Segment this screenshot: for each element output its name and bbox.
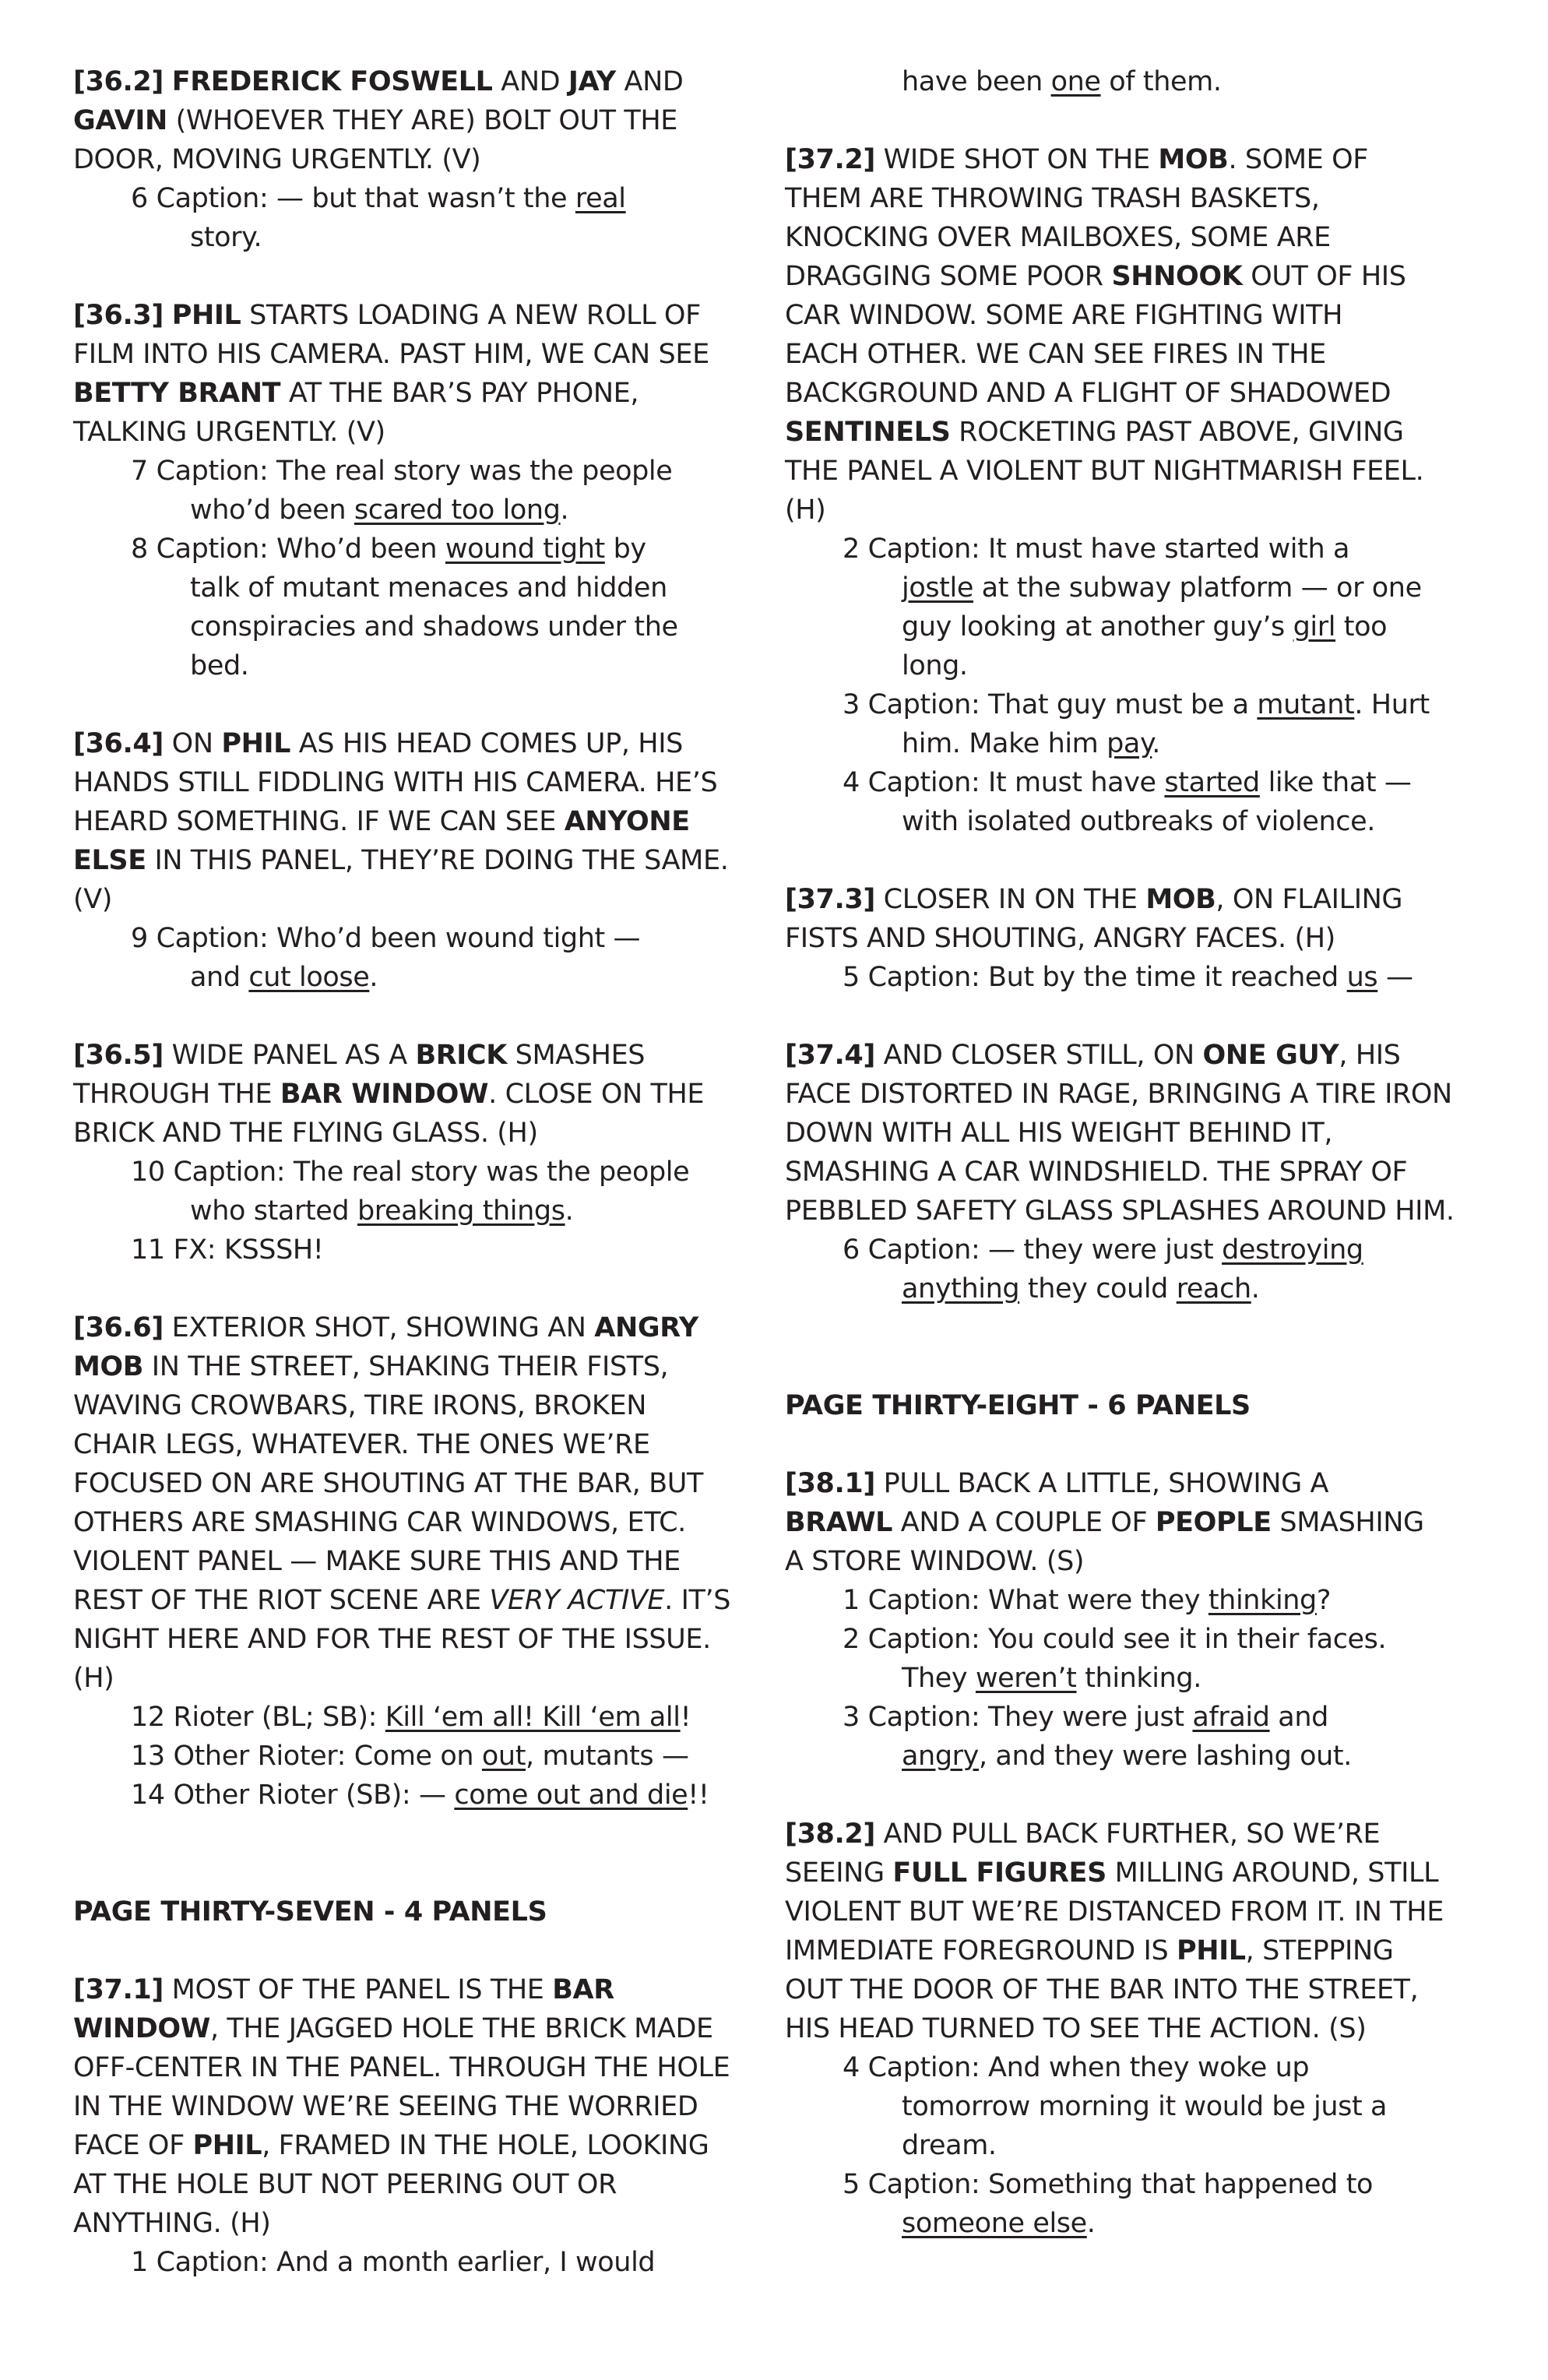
caption-10-cont: who started breaking things.: [190, 1195, 574, 1227]
panel-36-4-line-5: (V): [73, 884, 113, 915]
panel-38-1-line-3: A STORE WINDOW. (S): [785, 1546, 1085, 1577]
panel-37-2-line-2: THEM ARE THROWING TRASH BASKETS,: [785, 183, 1320, 214]
panel-36-6-line-2: MOB IN THE STREET, SHAKING THEIR FISTS,: [73, 1351, 669, 1382]
panel-37-2-line-9: THE PANEL A VIOLENT BUT NIGHTMARISH FEEL.: [785, 456, 1424, 487]
panel-37-2-line-3: KNOCKING OVER MAILBOXES, SOME ARE: [785, 222, 1331, 253]
caption-10: 10 Caption: The real story was the people: [131, 1157, 690, 1188]
panel-38-2-line-3: VIOLENT BUT WE’RE DISTANCED FROM IT. IN THE: [785, 1896, 1444, 1928]
caption-1-cont: have been one of them.: [902, 66, 1222, 97]
caption-38-2-5: 5 Caption: Something that happened to: [843, 2169, 1374, 2200]
caption-38-1-3: 3 Caption: They were just afraid and: [843, 1702, 1328, 1733]
panel-37-1-line-5: FACE OF PHIL, FRAMED IN THE HOLE, LOOKING: [73, 2130, 709, 2161]
caption-6-cont: story.: [190, 222, 262, 253]
panel-37-1-line-2: WINDOW, THE JAGGED HOLE THE BRICK MADE: [73, 2013, 713, 2044]
panel-36-4-line-2: HANDS STILL FIDDLING WITH HIS CAMERA. HE’S: [73, 767, 718, 798]
panel-36-6-line-7: VIOLENT PANEL — MAKE SURE THIS AND THE: [73, 1546, 681, 1577]
panel-37-3-line-2: FISTS AND SHOUTING, ANGRY FACES. (H): [785, 923, 1335, 954]
right-column: [785, 62, 1478, 2243]
panel-37-1-line-7: ANYTHING. (H): [73, 2208, 271, 2239]
dialogue-14: 14 Other Rioter (SB): — come out and die!!: [131, 1780, 709, 1811]
panel-36-3-line-3: BETTY BRANT AT THE BAR’S PAY PHONE,: [73, 378, 639, 409]
panel-36-2-line-2: GAVIN (WHOEVER THEY ARE) BOLT OUT THE: [73, 105, 678, 136]
panel-37-4-line-3: DOWN WITH ALL HIS WEIGHT BEHIND IT,: [785, 1118, 1333, 1149]
caption-4: 4 Caption: It must have started like that —: [843, 767, 1412, 798]
caption-7: 7 Caption: The real story was the people: [131, 456, 673, 487]
fx-11: 11 FX: KSSSH!: [131, 1234, 324, 1266]
panel-36-6-line-5: FOCUSED ON ARE SHOUTING AT THE BAR, BUT: [73, 1468, 703, 1499]
panel-38-2-line-1: [38.2] AND PULL BACK FURTHER, SO WE’RE: [785, 1818, 1381, 1850]
caption-6b: 6 Caption: — they were just destroying: [843, 1234, 1363, 1266]
panel-37-2-line-5: CAR WINDOW. SOME ARE FIGHTING WITH: [785, 300, 1343, 331]
left-column: [73, 62, 766, 2282]
panel-37-4-line-1: [37.4] AND CLOSER STILL, ON ONE GUY, HIS: [785, 1040, 1401, 1071]
caption-6b-cont: anything they could reach.: [902, 1273, 1260, 1304]
panel-37-4-line-4: SMASHING A CAR WINDSHIELD. THE SPRAY OF: [785, 1157, 1408, 1188]
panel-37-2-line-4: DRAGGING SOME POOR SHNOOK OUT OF HIS: [785, 261, 1406, 292]
panel-38-1-line-2: BRAWL AND A COUPLE OF PEOPLE SMASHING: [785, 1507, 1424, 1538]
panel-36-6-line-8: REST OF THE RIOT SCENE ARE VERY ACTIVE. IT’S: [73, 1585, 731, 1616]
caption-38-2-4: 4 Caption: And when they woke up: [843, 2052, 1310, 2083]
dialogue-12: 12 Rioter (BL; SB): Kill ‘em all! Kill ‘em all!: [131, 1702, 691, 1733]
caption-38-1-3-cont: angry, and they were lashing out.: [902, 1741, 1352, 1772]
panel-36-6-line-1: [36.6] EXTERIOR SHOT, SHOWING AN ANGRY: [73, 1312, 698, 1343]
caption-2-cont-1: jostle at the subway platform — or one: [902, 572, 1422, 604]
panel-37-1-line-3: OFF-CENTER IN THE PANEL. THROUGH THE HOLE: [73, 2052, 730, 2083]
panel-36-3-line-4: TALKING URGENTLY. (V): [73, 417, 385, 448]
caption-9-cont: and cut loose.: [190, 962, 378, 993]
caption-38-1-2-cont: They weren’t thinking.: [902, 1663, 1201, 1694]
panel-36-6-line-3: WAVING CROWBARS, TIRE IRONS, BROKEN: [73, 1390, 646, 1421]
caption-8: 8 Caption: Who’d been wound tight by: [131, 533, 646, 565]
panel-36-3-line-2: FILM INTO HIS CAMERA. PAST HIM, WE CAN SEE: [73, 339, 709, 370]
caption-38-2-4-cont-2: dream.: [902, 2130, 997, 2161]
panel-36-4-line-4: ELSE IN THIS PANEL, THEY’RE DOING THE SAME.: [73, 845, 729, 876]
caption-38-1-2: 2 Caption: You could see it in their faces.: [843, 1624, 1387, 1655]
panel-36-6-line-10: (H): [73, 1663, 114, 1694]
panel-37-2-line-1: [37.2] WIDE SHOT ON THE MOB. SOME OF: [785, 144, 1368, 175]
caption-9: 9 Caption: Who’d been wound tight —: [131, 923, 641, 954]
panel-36-5-line-3: BRICK AND THE FLYING GLASS. (H): [73, 1118, 538, 1149]
panel-38-2-line-5: OUT THE DOOR OF THE BAR INTO THE STREET,: [785, 1974, 1419, 2005]
panel-36-6-line-6: OTHERS ARE SMASHING CAR WINDOWS, ETC.: [73, 1507, 686, 1538]
caption-8-cont-2: conspiracies and shadows under the: [190, 611, 678, 643]
panel-36-5-line-1: [36.5] WIDE PANEL AS A BRICK SMASHES: [73, 1040, 646, 1071]
panel-36-2-line-3: DOOR, MOVING URGENTLY. (V): [73, 144, 481, 175]
page-37-heading: PAGE THIRTY-SEVEN - 4 PANELS: [73, 1896, 547, 1928]
panel-37-4-line-2: FACE DISTORTED IN RAGE, BRINGING A TIRE IRON: [785, 1079, 1452, 1110]
caption-2-cont-3: long.: [902, 650, 968, 681]
panel-37-2-line-6: EACH OTHER. WE CAN SEE FIRES IN THE: [785, 339, 1326, 370]
caption-4-cont: with isolated outbreaks of violence.: [902, 806, 1375, 837]
caption-8-cont-3: bed.: [190, 650, 249, 681]
panel-37-1-line-4: IN THE WINDOW WE’RE SEEING THE WORRIED: [73, 2091, 698, 2122]
caption-5: 5 Caption: But by the time it reached us —: [843, 962, 1413, 993]
panel-37-1-line-1: [37.1] MOST OF THE PANEL IS THE BAR: [73, 1974, 614, 2005]
panel-37-1-line-6: AT THE HOLE BUT NOT PEERING OUT OR: [73, 2169, 617, 2200]
caption-38-2-4-cont-1: tomorrow morning it would be just a: [902, 2091, 1388, 2122]
caption-8-cont-1: talk of mutant menaces and hidden: [190, 572, 667, 604]
panel-36-5-line-2: THROUGH THE BAR WINDOW. CLOSE ON THE: [73, 1079, 705, 1110]
panel-38-2-line-4: IMMEDIATE FOREGROUND IS PHIL, STEPPING: [785, 1935, 1394, 1966]
panel-37-2-line-10: (H): [785, 495, 826, 526]
panel-36-2-line-1: [36.2] FREDERICK FOSWELL AND JAY AND: [73, 66, 684, 97]
panel-36-4-line-3: HEARD SOMETHING. IF WE CAN SEE ANYONE: [73, 806, 690, 837]
caption-38-1-1: 1 Caption: What were they thinking?: [843, 1585, 1332, 1616]
caption-7-cont: who’d been scared too long.: [190, 495, 569, 526]
page-38-heading: PAGE THIRTY-EIGHT - 6 PANELS: [785, 1390, 1251, 1421]
caption-2-cont-2: guy looking at another guy’s girl too: [902, 611, 1388, 643]
dialogue-13: 13 Other Rioter: Come on out, mutants —: [131, 1741, 689, 1772]
panel-37-2-line-7: BACKGROUND AND A FLIGHT OF SHADOWED: [785, 378, 1391, 409]
caption-3: 3 Caption: That guy must be a mutant. Hurt: [843, 689, 1430, 720]
panel-36-3-line-1: [36.3] PHIL STARTS LOADING A NEW ROLL OF: [73, 300, 701, 331]
panel-37-4-line-5: PEBBLED SAFETY GLASS SPLASHES AROUND HIM.: [785, 1195, 1455, 1227]
caption-6: 6 Caption: — but that wasn’t the real: [131, 183, 626, 214]
caption-2: 2 Caption: It must have started with a: [843, 533, 1350, 565]
panel-36-4-line-1: [36.4] ON PHIL AS HIS HEAD COMES UP, HIS: [73, 728, 683, 759]
panel-36-6-line-9: NIGHT HERE AND FOR THE REST OF THE ISSUE.: [73, 1624, 711, 1655]
panel-38-1-line-1: [38.1] PULL BACK A LITTLE, SHOWING A: [785, 1468, 1329, 1499]
panel-37-2-line-8: SENTINELS ROCKETING PAST ABOVE, GIVING: [785, 417, 1404, 448]
caption-1: 1 Caption: And a month earlier, I would: [131, 2247, 656, 2278]
caption-3-cont: him. Make him pay.: [902, 728, 1161, 759]
panel-37-3-line-1: [37.3] CLOSER IN ON THE MOB, ON FLAILING: [785, 884, 1403, 915]
panel-38-2-line-2: SEEING FULL FIGURES MILLING AROUND, STILL: [785, 1857, 1439, 1889]
panel-38-2-line-6: HIS HEAD TURNED TO SEE THE ACTION. (S): [785, 2013, 1367, 2044]
caption-38-2-5-cont: someone else.: [902, 2208, 1096, 2239]
panel-36-6-line-4: CHAIR LEGS, WHATEVER. THE ONES WE’RE: [73, 1429, 650, 1460]
